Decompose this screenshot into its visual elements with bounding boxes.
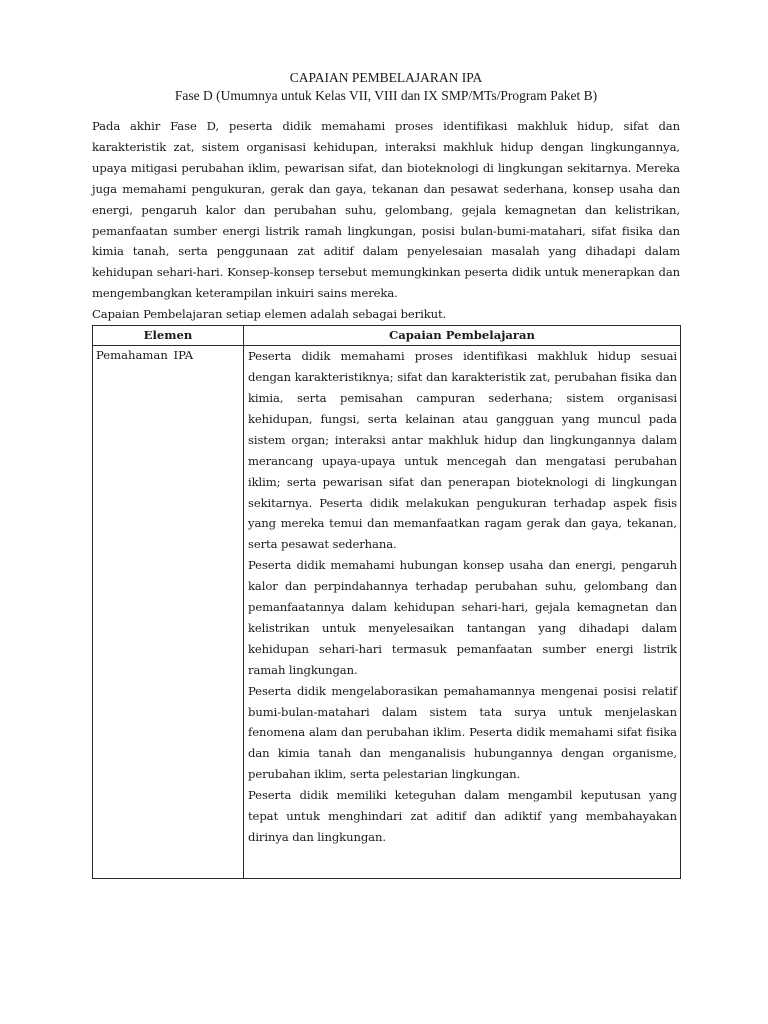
intro-paragraph: Pada akhir Fase D, peserta didik memahami proses identifikasi makhluk hidup, sifat dan karakteristik zat, sistem organisasi kehidupan, interaksi makhluk hidup dengan lingkungannya, upaya mitigasi perubahan iklim, pewarisan sifat, dan bioteknologi di lingkungan sekitarnya. Mereka juga memahami pengukuran, gerak dan gaya, tekanan dan pesawat sederhana, konsep usaha dan energi, pengaruh kalor dan perubahan suhu, gelombang, gejala kemagnetan dan kelistrikan, pemanfaatan sumber energi listrik ramah lingkungan, posisi bulan-bumi-matahari, sifat fisika dan kimia tanah, serta penggunaan zat aditif dalam penyelesaian masalah yang dihadapi dalam kehidupan sehari-hari. Konsep-konsep tersebut memungkinkan peserta didik untuk menerapkan dan mengembangkan keterampilan inkuiri sains mereka.	[92, 119, 680, 301]
capaian-cell	[244, 346, 681, 879]
table-row	[93, 346, 681, 879]
lead-sentence: Capaian Pembelajaran setiap elemen adalah sebagai berikut.	[92, 307, 447, 322]
header-elemen: Elemen	[93, 326, 244, 346]
capaian-paragraph-1: Peserta didik memahami proses identifikasi makhluk hidup sesuai dengan karakteristiknya; sifat dan karakteristik zat, perubahan fisika dan kimia, serta pemisahan campuran sederhana; sistem organisasi kehidupan, fungsi, serta kelainan atau gangguan yang muncul pada sistem organ; interaksi antar makhluk hidup dan lingkungannya dalam merancang upaya-upaya untuk mencegah dan mengatasi perubahan iklim; serta pewarisan sifat dan penerapan bioteknologi di lingkungan sekitarnya. Peserta didik melakukan pengukuran terhadap aspek fisis yang mereka temui dan memanfaatkan ragam gerak dan gaya, tekanan, serta pesawat sederhana.	[248, 349, 677, 552]
elemen-cell: Pemahaman IPA	[93, 346, 244, 879]
document-page	[92, 68, 680, 879]
capaian-paragraph-2: Peserta didik memahami hubungan konsep usaha dan energi, pengaruh kalor dan perpindahannya terhadap perubahan suhu, gelombang dan pemanfaatannya dalam kehidupan sehari-hari, gejala kemagnetan dan kelistrikan untuk menyelesaikan tantangan yang dihadapi dalam kehidupan sehari-hari termasuk pemanfaatan sumber energi listrik ramah lingkungan.	[248, 558, 677, 677]
table-header-row	[93, 326, 681, 346]
capaian-table	[92, 325, 681, 879]
document-subtitle: Fase D (Umumnya untuk Kelas VII, VIII dan IX SMP/MTs/Program Paket B)	[174, 88, 598, 103]
capaian-paragraph-4: Peserta didik memiliki keteguhan dalam mengambil keputusan yang tepat untuk menghindari zat aditif dan adiktif yang membahayakan dirinya dan lingkungan.	[248, 788, 677, 844]
header-capaian: Capaian Pembelajaran	[244, 326, 681, 346]
capaian-paragraph-3: Peserta didik mengelaborasikan pemahamannya mengenai posisi relatif bumi-bulan-matahari dalam sistem tata surya untuk menjelaskan fenomena alam dan perubahan iklim. Peserta didik memahami sifat fisika dan kimia tanah dan menganalisis hubungannya dengan organisme, perubahan iklim, serta pelestarian lingkungan.	[248, 683, 677, 782]
document-title: CAPAIAN PEMBELAJARAN IPA	[289, 70, 483, 85]
